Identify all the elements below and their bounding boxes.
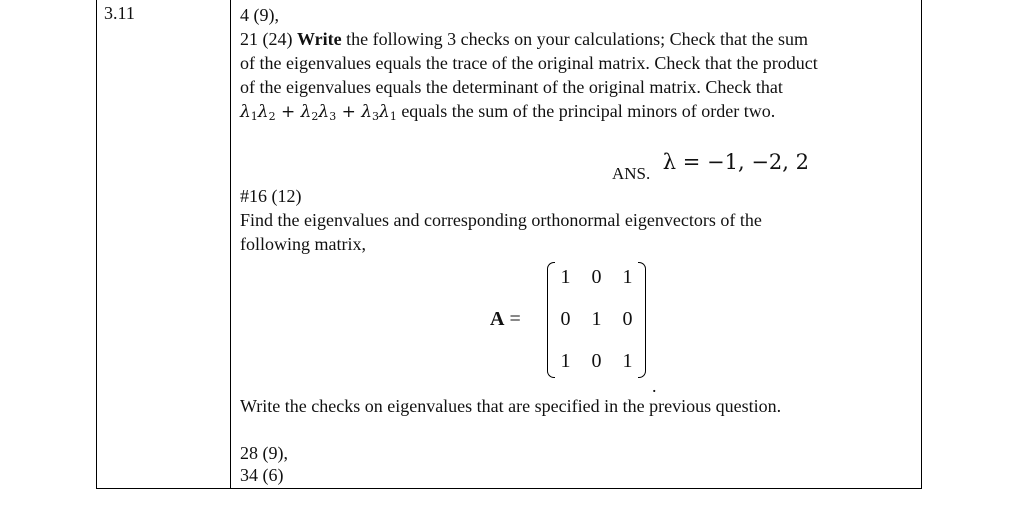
- problem-b-number: #16 (12): [240, 186, 302, 206]
- matrix-cell: 1: [591, 308, 602, 330]
- references: [240, 442, 288, 486]
- problem-b-instruction: Write the checks on eigenvalues that are specified in the previous question.: [240, 396, 782, 416]
- section-number: 3.11: [104, 3, 135, 23]
- matrix-name: A: [490, 308, 505, 330]
- matrix-cell: 1: [560, 266, 571, 288]
- matrix-equals: =: [509, 308, 521, 330]
- problem-a-number: 21 (24): [240, 29, 293, 49]
- matrix-cell: 0: [591, 266, 602, 288]
- problem-a-line3: of the eigenvalues equals the determinant of the original matrix. Check that: [240, 77, 783, 97]
- problem-a-line1-rest: the following 3 checks on your calculations; Check that the sum: [346, 29, 809, 49]
- matrix-cell: 0: [591, 350, 602, 372]
- problem-b-line2: following matrix,: [240, 234, 366, 254]
- answer-value: λ = −1, −2, 2: [662, 150, 809, 174]
- matrix-cell: 1: [622, 266, 633, 288]
- problem-b-text: [240, 184, 762, 256]
- matrix-right-bracket: [638, 262, 646, 378]
- matrix-cell: 0: [560, 308, 571, 330]
- column-divider: [230, 0, 231, 489]
- problem-a-ref: 4 (9),: [240, 5, 279, 25]
- problem-a-line4-text: equals the sum of the principal minors of order two.: [401, 101, 776, 121]
- problem-a-bold-word: Write: [297, 29, 342, 49]
- matrix-period: .: [652, 376, 657, 396]
- problem-b-line1: Find the eigenvalues and corresponding orthonormal eigenvectors of the: [240, 210, 762, 230]
- matrix-row: [550, 350, 644, 373]
- problem-a-text: [240, 3, 910, 123]
- matrix-cell: 1: [560, 350, 571, 372]
- matrix-cell: 0: [622, 308, 633, 330]
- answer-label: ANS.: [612, 164, 651, 183]
- problem-a-line4: [240, 99, 910, 123]
- answer: [612, 150, 809, 183]
- matrix-cell: 1: [622, 350, 633, 372]
- matrix-row: [550, 266, 644, 289]
- problem-a-line2: of the eigenvalues equals the trace of the original matrix. Check that the product: [240, 53, 818, 73]
- matrix-label: [490, 308, 521, 331]
- reference-item: 28 (9),: [240, 443, 288, 463]
- reference-item: 34 (6): [240, 465, 284, 485]
- problem-a-line1: [240, 27, 910, 51]
- matrix-row: [550, 308, 644, 331]
- lambda-product-sum-formula: $\lambda_1\lambda_2 + \lambda_2\lambda_3 + \lambda_3\lambda_1$: [240, 102, 397, 123]
